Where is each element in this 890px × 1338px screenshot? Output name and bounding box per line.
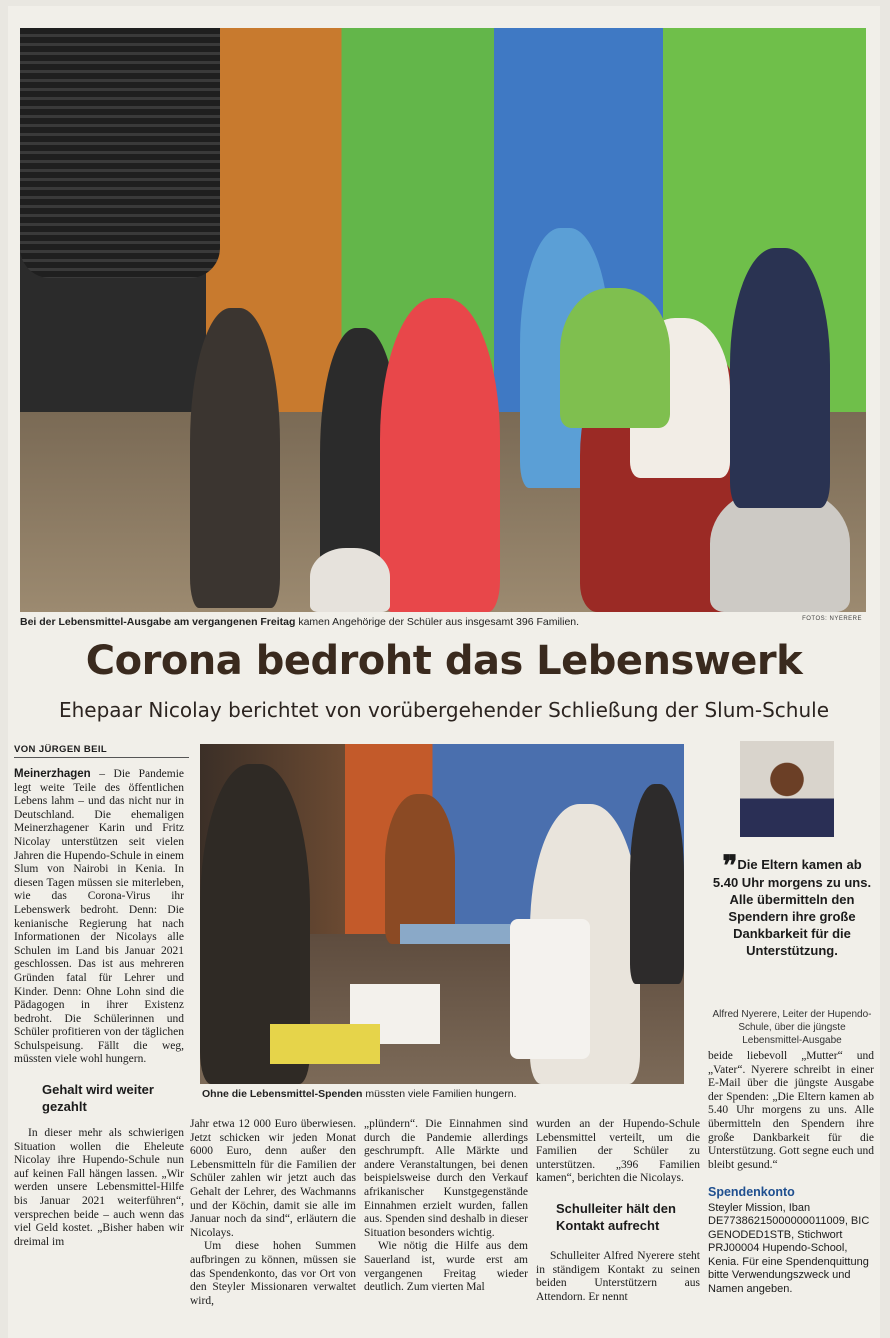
donation-box-title: Spendenkonto <box>708 1185 795 1200</box>
article-column-2 <box>190 1118 356 1308</box>
paragraph: Jahr etwa 12 000 Euro überwiesen. Jetzt schicken wir jeden Monat 6000 Euro, denn außer den Lebensmitteln für die Familien der Schüler zahlen wir jetzt auch das Gehalt der Lehrer, des Wachmanns und der Köchin, damit sie alle im Januar noch da sind“, erläutern die Nicolays. <box>190 1118 356 1239</box>
water-tank <box>20 28 220 278</box>
lead-text: – Die Pandemie legt weite Teile des öffentlichen Lebens lahm – und das nicht nur in Deutschland. Die ehemaligen Meinerzhagener Karin und Fritz Nicolay unterstützen seit vielen Jahren die Hupendo-Schule in einem Slum von Nairobi in Kenia. In diesen Tagen müssen sie miterleben, wie das Corona-Virus ihr Lebenswerk bedroht. Denn: Die kenianische Regierung hat nach Informationen der Nicolays alle Schulen im Land bis Januar 2021 geschlossen. Das ist aus mehreren Gründen fatal für Lehrer und Kinder. Denn: Ohne Lohn sind die Pädagogen in ihrer Existenz bedroht. Die Schülerinnen und Schüler profitieren von der täglichen Schulspeisung. Fällt die weg, müssten viele wohl hungern. <box>14 768 184 1066</box>
article-column-5 <box>708 1050 874 1296</box>
paragraph: beide liebevoll „Mutter“ und „Vater“. Nyerere schreibt in einer E-Mail über die jüngste Ausgabe der Spenden: „Die Eltern kamen ab 5.40 Uhr morgens zu uns. Alle übermitteln den Spendern ihre große Dankbarkeit für die Unterstützung. Gott segne euch und bleibt gesund.“ <box>708 1050 874 1171</box>
article-column-3 <box>364 1118 528 1295</box>
dateline: Meinerzhagen <box>14 768 91 780</box>
byline: VON JÜRGEN BEIL <box>14 744 189 758</box>
quote-mark: ❞ <box>722 849 738 882</box>
pull-quote <box>708 849 876 959</box>
subtitle-contact: Schulleiter hält den Kontakt aufrecht <box>556 1200 676 1233</box>
crowd-figure <box>630 784 684 984</box>
paragraph: In dieser mehr als schwierigen Situation wollen die Eheleute Nicolay ihre Hupendo-Schule nun auf keinen Fall hängen lassen. „Wir werden unsere Lebensmittel-Hilfe bis Januar 2021 weiterführen“, versprechen beide – auch wenn das viel Geld kostet. „Bisher haben wir dreimal im <box>14 1127 184 1248</box>
crowd-figure <box>310 548 390 612</box>
photo-credit: FOTOS: NYERERE <box>802 616 862 622</box>
top-photo-caption <box>20 616 800 629</box>
crowd-figure <box>190 308 280 608</box>
newspaper-page <box>8 6 880 1338</box>
food-sack <box>510 919 590 1059</box>
food-table <box>400 924 510 944</box>
article-column-1 <box>14 768 184 1249</box>
quote-text: Die Eltern kamen ab 5.40 Uhr morgens zu uns. Alle übermitteln den Spendern ihre große Dankbarkeit für die Unterstützung. <box>712 857 872 958</box>
quote-attribution: Alfred Nyerere, Leiter der Hupendo-Schule, über die jüngste Lebensmittel-Ausgabe <box>712 1009 872 1046</box>
paragraph: Schulleiter Alfred Nyerere steht in ständigem Kontakt zu seinen beiden Unterstützern aus Attendorn. Er nennt <box>536 1249 700 1303</box>
crowd-figure <box>380 298 500 612</box>
crowd-figure <box>560 288 670 428</box>
caption-lead: Ohne die Lebensmittel-Spenden <box>202 1088 363 1100</box>
donation-box-text: Steyler Mission, Iban DE77386215000000011009, BIC GENODED1STB, Stichwort PRJ00004 Hupendo-School, Kenia. Für eine Spendenquittung bitte Verwendungszweck und Namen angeben. <box>708 1201 870 1295</box>
mid-photo-caption <box>202 1088 682 1101</box>
headline: Corona bedroht das Lebenswerk <box>85 638 803 684</box>
caption-rest: kamen Angehörige der Schüler aus insgesamt 396 Familien. <box>295 616 580 628</box>
paragraph: Wie nötig die Hilfe aus dem Sauerland ist, wurde erst am vergangenen Freitag wieder deutlich. Zum vierten Mal <box>364 1240 528 1294</box>
crowd-figure <box>385 794 455 944</box>
donation-recipients-photo <box>200 744 684 1084</box>
crowd-figure <box>730 248 830 508</box>
subtitle-salary: Gehalt wird weiter gezahlt <box>42 1082 154 1115</box>
paragraph: „plündern“. Die Einnahmen sind durch die Pandemie allerdings geschrumpft. Alle Märkte und andere Veranstaltungen, bei denen beispielsweise durch den Verkauf afrikanischer Kunstgegenstände Einnahmen erzielt wurden, fallen aus. Spenden sind deshalb in dieser Situation besonders wichtig. <box>364 1118 528 1239</box>
donation-box <box>708 1186 874 1296</box>
article-column-4 <box>536 1118 700 1304</box>
caption-lead: Bei der Lebensmittel-Ausgabe am vergangenen Freitag <box>20 616 296 628</box>
portrait-photo <box>740 741 834 837</box>
subheadline: Ehepaar Nicolay berichtet von vorübergehender Schließung der Slum-Schule <box>58 698 830 722</box>
paragraph: Um diese hohen Summen aufbringen zu können, müssen sie das Spendenkonto, das vor Ort von den Steyler Missionaren verwaltet wird, <box>190 1240 356 1307</box>
paragraph: wurden an der Hupendo-Schule Lebensmittel verteilt, um die Familien der Schüler zu unterstützen. „396 Familien kamen“, berichten die Nicolays. <box>536 1118 700 1185</box>
caption-rest: müssten viele Familien hungern. <box>362 1088 517 1100</box>
lead-paragraph <box>14 768 184 1067</box>
food-box <box>270 1024 380 1064</box>
food-distribution-photo <box>20 28 866 612</box>
